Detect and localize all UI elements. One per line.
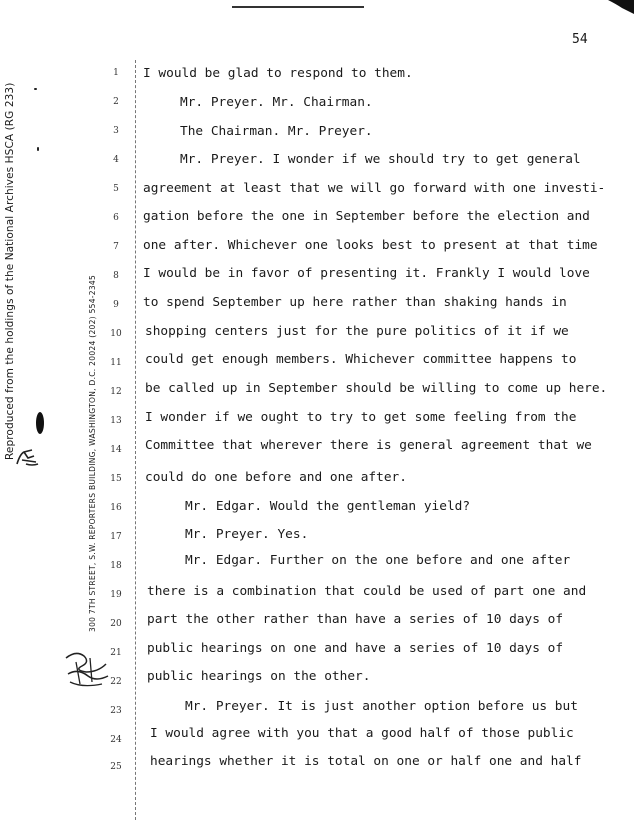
line-number: 15 bbox=[110, 474, 122, 484]
transcript-line: I would agree with you that a good half of those public bbox=[150, 726, 574, 741]
transcript-line: Mr. Preyer. Yes. bbox=[185, 527, 309, 542]
line-number: 24 bbox=[110, 735, 122, 745]
transcript-line: be called up in September should be willing to come up here. bbox=[145, 381, 608, 396]
transcript-line: Mr. Preyer. I wonder if we should try to get general bbox=[180, 152, 581, 167]
line-number: 2 bbox=[113, 97, 119, 107]
transcript-line: public hearings on one and have a series of 10 days of bbox=[147, 641, 564, 656]
line-number: 12 bbox=[110, 387, 122, 397]
line-number: 17 bbox=[110, 532, 122, 542]
transcript-line: agreement at least that we will go forward with one investi- bbox=[143, 181, 606, 196]
handwritten-signature bbox=[62, 648, 112, 690]
reporter-note: 300 7TH STREET, S.W. REPORTERS BUILDING, WASHINGTON, D.C. 20024 (202) 554-2345 bbox=[88, 274, 97, 632]
line-number: 4 bbox=[113, 155, 119, 165]
transcript-line: public hearings on the other. bbox=[147, 669, 371, 684]
transcript-line: Committee that wherever there is general agreement that we bbox=[145, 438, 592, 453]
line-number: 11 bbox=[110, 358, 122, 368]
page-number: 54 bbox=[572, 32, 588, 47]
margin-rule bbox=[135, 60, 137, 820]
line-number: 14 bbox=[110, 445, 122, 455]
line-number: 13 bbox=[110, 416, 122, 426]
transcript-line: one after. Whichever one looks best to present at that time bbox=[143, 238, 598, 253]
transcript-line: The Chairman. Mr. Preyer. bbox=[180, 124, 373, 139]
line-number: 5 bbox=[113, 184, 119, 194]
line-number: 9 bbox=[113, 300, 119, 310]
transcript-line: I would be in favor of presenting it. Frankly I would love bbox=[143, 266, 590, 281]
top-rule bbox=[232, 6, 364, 8]
transcript-line: Mr. Edgar. Would the gentleman yield? bbox=[185, 499, 471, 514]
fleck-mark bbox=[37, 147, 39, 151]
line-number: 7 bbox=[113, 242, 119, 252]
transcript-line: Mr. Preyer. Mr. Chairman. bbox=[180, 95, 373, 110]
fleck-mark bbox=[34, 88, 37, 90]
transcript-line: hearings whether it is total on one or half one and half bbox=[150, 754, 582, 769]
line-number: 19 bbox=[110, 590, 122, 600]
line-number: 21 bbox=[110, 648, 122, 658]
line-number: 8 bbox=[113, 271, 119, 281]
line-number: 25 bbox=[110, 762, 122, 772]
transcript-line: shopping centers just for the pure politics of it if we bbox=[145, 324, 569, 339]
line-number: 20 bbox=[110, 619, 122, 629]
line-number: 22 bbox=[110, 677, 122, 687]
line-number: 1 bbox=[113, 68, 119, 78]
transcript-line: part the other rather than have a series of 10 days of bbox=[147, 612, 564, 627]
line-number: 10 bbox=[110, 329, 122, 339]
transcript-line: could get enough members. Whichever committee happens to bbox=[145, 352, 577, 367]
line-number: 16 bbox=[110, 503, 122, 513]
pointing-hand-icon bbox=[14, 446, 44, 468]
ink-blot bbox=[36, 412, 44, 434]
transcript-line: Mr. Preyer. It is just another option before us but bbox=[185, 699, 578, 714]
archive-note: Reproduced from the holdings of the National Archives HSCA (RG 233) bbox=[4, 82, 16, 460]
transcript-line: I would be glad to respond to them. bbox=[143, 66, 413, 81]
transcript-line: could do one before and one after. bbox=[145, 470, 407, 485]
corner-mark bbox=[606, 0, 634, 14]
line-number: 6 bbox=[113, 213, 119, 223]
line-number: 18 bbox=[110, 561, 122, 571]
line-number: 3 bbox=[113, 126, 119, 136]
transcript-line: there is a combination that could be used of part one and bbox=[147, 584, 587, 599]
transcript-line: Mr. Edgar. Further on the one before and one after bbox=[185, 553, 571, 568]
transcript-line: gation before the one in September before the election and bbox=[143, 209, 590, 224]
line-number: 23 bbox=[110, 706, 122, 716]
transcript-line: to spend September up here rather than shaking hands in bbox=[143, 295, 567, 310]
transcript-line: I wonder if we ought to try to get some feeling from the bbox=[145, 410, 577, 425]
